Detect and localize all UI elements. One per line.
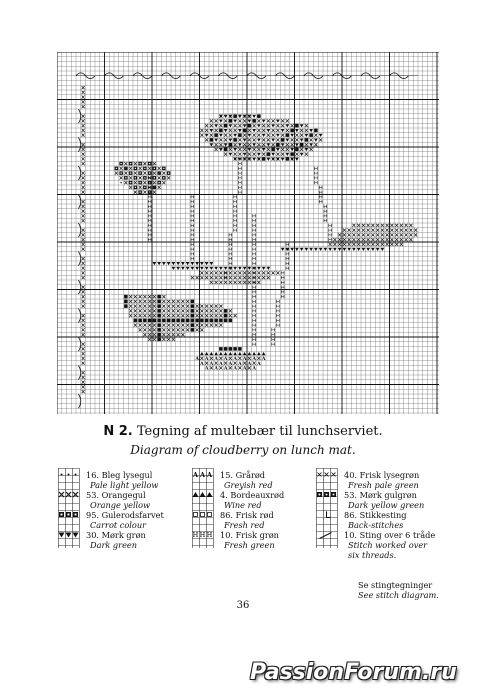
svg-text:A: A	[257, 361, 261, 367]
svg-text:A: A	[209, 361, 214, 367]
legend-item-translation: Stitch worked over	[348, 540, 428, 551]
svg-text:H: H	[199, 531, 206, 539]
legend-item-label: 10. Frisk grøn	[220, 530, 279, 540]
legend-item-label: 86. Stikkesting	[344, 510, 407, 520]
chart-left-border	[78, 86, 84, 408]
svg-text:A: A	[252, 357, 256, 363]
diagram-subtitle: Diagram of cloudberry on lunch mat.	[130, 443, 356, 457]
svg-text:A: A	[238, 361, 242, 367]
legend-symbol-heart	[66, 533, 72, 538]
legend-symbol-triangle	[200, 492, 206, 497]
cross-stitch-chart	[57, 52, 439, 414]
legend-symbol-H	[193, 531, 199, 539]
svg-text:A: A	[247, 361, 252, 367]
legend-item-translation: Fresh pale green	[348, 480, 419, 491]
legend-item	[344, 530, 474, 561]
legend-symbol-heart	[73, 533, 79, 538]
diagram-caption	[0, 424, 486, 439]
svg-text:A: A	[223, 366, 228, 372]
legend-item-translation: Pale light yellow	[90, 480, 159, 491]
svg-text:A: A	[204, 366, 209, 372]
legend-symbol-dot	[75, 474, 77, 476]
legend-item-label: 4. Bordeauxrød	[220, 490, 285, 500]
svg-text:A: A	[199, 471, 206, 479]
legend-symbol-triangle	[207, 492, 213, 497]
legend-symbol-x	[318, 473, 322, 477]
legend-item-label: 86. Frisk rød	[220, 510, 274, 520]
legend-symbol-A	[199, 471, 206, 479]
svg-text:A: A	[233, 366, 237, 372]
legend-item	[344, 470, 474, 490]
legend-item-label: 16. Bleg lysegul	[86, 470, 153, 480]
svg-text:A: A	[219, 361, 223, 367]
legend-symbol-triangle	[193, 492, 199, 497]
legend-item-extra: six threads.	[348, 550, 397, 561]
legend-item-translation: Fresh red	[224, 520, 265, 531]
legend-symbol-dot	[61, 474, 63, 476]
legend-item-label: 15. Grårød	[220, 470, 266, 480]
svg-text:H: H	[206, 531, 213, 539]
chart-bottom-berry	[194, 347, 266, 372]
legend-symbol-dot	[68, 474, 70, 476]
legend-symbol-block	[73, 512, 78, 517]
svg-text:A: A	[261, 357, 266, 363]
svg-text:A: A	[192, 471, 199, 479]
legend-item-translation: Orange yellow	[90, 500, 151, 511]
legend-symbol-heart	[59, 533, 65, 538]
watermark-logo: PassionForum.ru	[250, 660, 457, 685]
legend-item-translation: Wine red	[224, 500, 262, 511]
legend-swatch-column	[316, 468, 338, 548]
svg-text:H: H	[192, 531, 199, 539]
legend-symbol-H	[207, 531, 213, 539]
legend-swatch-column	[58, 468, 80, 548]
legend-note	[358, 580, 439, 600]
legend-item-translation: Dark yellow green	[348, 500, 425, 511]
svg-text:A: A	[233, 357, 237, 363]
legend-item-translation: Carrot colour	[90, 520, 147, 531]
svg-text:A: A	[206, 471, 213, 479]
diagram-number: N 2.	[103, 424, 133, 439]
legend-swatch-column	[192, 468, 214, 548]
legend-item	[344, 510, 474, 530]
legend-item-label: 95. Gulerodsfarvet	[86, 510, 164, 520]
note-en: See stitch diagram.	[358, 590, 439, 601]
svg-text:A: A	[223, 357, 228, 363]
legend-symbol-box	[208, 513, 212, 517]
legend-symbol-longstitch	[320, 533, 332, 539]
svg-text:A: A	[214, 366, 218, 372]
legend-symbol-x	[325, 473, 329, 477]
legend-item-label: 40. Frisk lysegrøn	[344, 470, 420, 480]
legend-item-label: 53. Mørk gulgrøn	[344, 490, 417, 500]
legend-symbol-block	[66, 512, 71, 517]
legend-symbol-square-dot	[324, 492, 329, 497]
legend-symbol-backstitch	[327, 512, 331, 518]
legend-symbol-A	[206, 471, 213, 479]
legend-symbol-square-dot	[317, 492, 322, 497]
diagram-title: Tegning af multebær til lunchserviet.	[136, 424, 383, 439]
svg-text:A: A	[242, 357, 247, 363]
legend-item-label: 10. Sting over 6 tråde	[344, 530, 436, 540]
chart-middle-leaf	[153, 262, 280, 284]
legend-item-label: 53. Orangegul	[86, 490, 146, 500]
legend-symbol-x	[332, 473, 336, 477]
note-da: Se stingtegninger	[358, 580, 433, 590]
svg-text:A: A	[200, 361, 204, 367]
legend-symbol-block	[59, 512, 64, 517]
svg-text:A: A	[195, 357, 199, 363]
svg-text:A: A	[228, 361, 233, 367]
legend-item-label: 30. Mørk grøn	[86, 530, 146, 540]
svg-text:A: A	[252, 366, 256, 372]
legend-symbol-box	[194, 513, 198, 517]
legend-symbol-H	[200, 531, 206, 539]
legend-item	[344, 490, 474, 510]
legend-symbol-box	[201, 513, 205, 517]
legend-item-translation: Dark green	[90, 540, 138, 551]
legend-item-translation: Back-stitches	[348, 520, 404, 531]
legend-item-translation: Greyish red	[224, 480, 273, 491]
legend-symbol-square-dot	[331, 492, 336, 497]
svg-text:A: A	[214, 357, 218, 363]
page-number: 36	[236, 600, 250, 611]
legend-item-translation: Fresh green	[224, 540, 275, 551]
svg-text:A: A	[204, 357, 209, 363]
legend-symbol-A	[192, 471, 199, 479]
svg-text:A: A	[242, 366, 247, 372]
